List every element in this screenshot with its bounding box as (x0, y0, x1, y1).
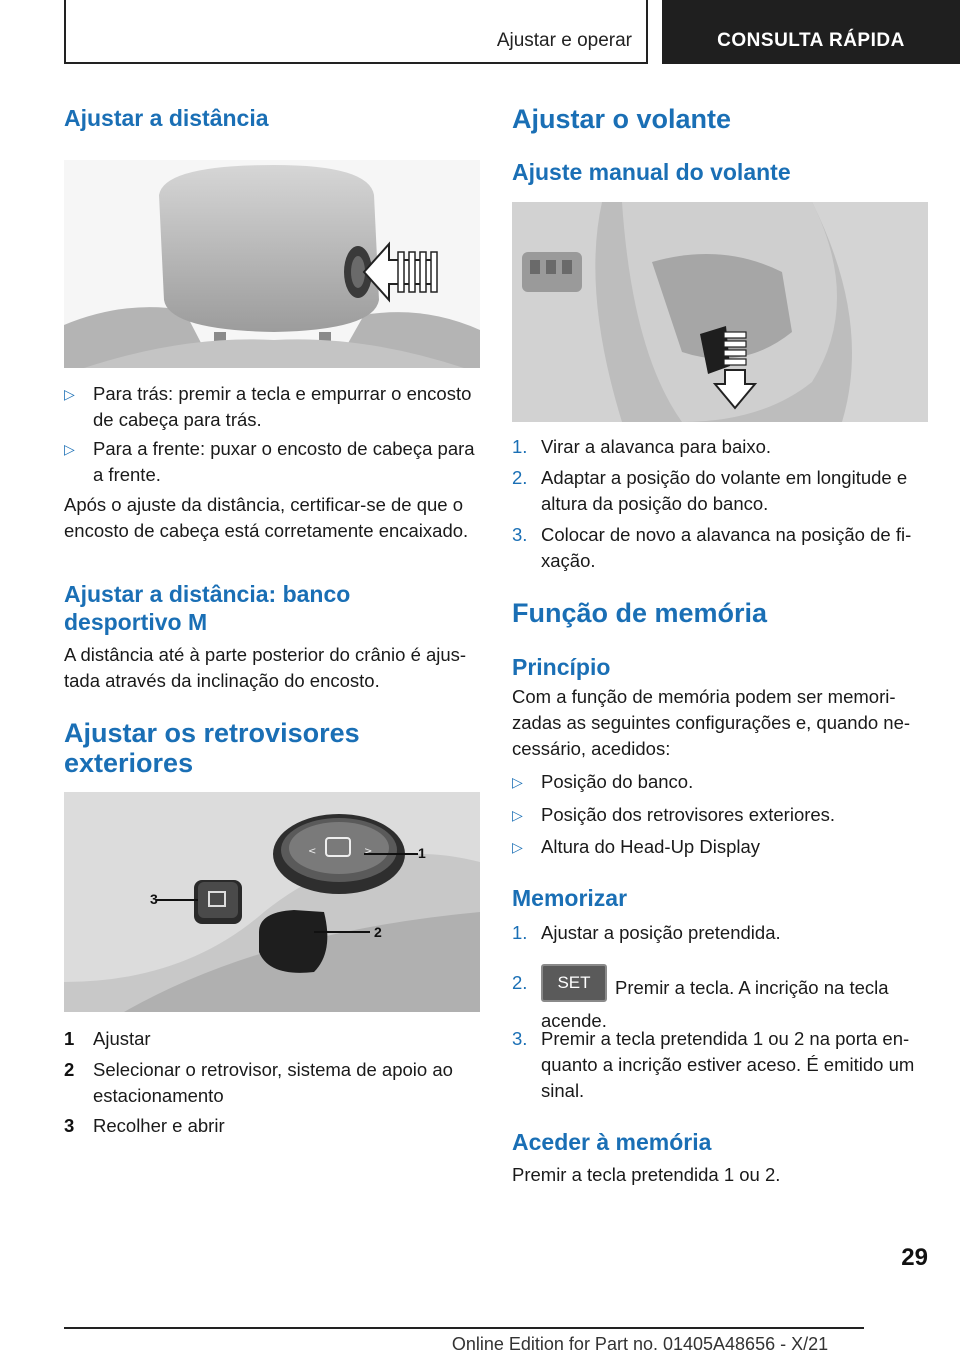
steering-column-image (512, 202, 928, 422)
list-item: ▷ Para trás: premir a tecla e empurrar o encosto de cabeça para trás. (64, 383, 472, 430)
bullet-icon: ▷ (512, 839, 523, 855)
header-section-box (64, 0, 648, 64)
step-item: 3. Colocar de novo a alavanca na posição de fi-xação. (512, 524, 912, 571)
list-item: ▷ Altura do Head-Up Display (512, 834, 928, 862)
footer-edition: Online Edition for Part no. 01405A48656 - X/21 (451, 1334, 829, 1354)
step-item: 1. Ajustar a posição pretendida. (512, 922, 781, 943)
heading-mirrors-line1: Ajustar os retrovisores (64, 718, 360, 748)
recall-paragraph: Premir a tecla pretendida 1 ou 2. (512, 1164, 781, 1185)
svg-text:>: > (364, 846, 373, 857)
heading-recall-memory: Aceder à memória (512, 1129, 712, 1155)
heading-mirrors-line2: exteriores (64, 748, 194, 778)
heading-distance-m-line1: Ajustar a distância: banco (64, 581, 351, 607)
heading-memorize: Memorizar (512, 885, 628, 911)
legend-item: 3 Recolher e abrir (64, 1115, 225, 1136)
mirror-controls-image (64, 792, 480, 1012)
headrest-image (64, 160, 480, 368)
heading-principle: Princípio (512, 654, 611, 680)
principle-paragraph: Com a função de memória podem ser memori-zadas as seguintes configurações e, quando ne-cessário, acedidos: (512, 686, 911, 759)
set-button-icon: SET (541, 964, 607, 1002)
header-chapter-box (662, 0, 960, 64)
chapter-title: CONSULTA RÁPIDA (717, 30, 905, 51)
callout-label: 3 (150, 891, 158, 907)
page-number: 29 (901, 1244, 928, 1271)
step-item: 1. Virar a alavanca para baixo. (512, 436, 772, 457)
section-title: Ajustar e operar (496, 30, 632, 51)
legend-item: 1 Ajustar (64, 1028, 151, 1049)
bullet-icon: ▷ (64, 386, 75, 402)
heading-manual-wheel: Ajuste manual do volante (512, 159, 791, 185)
footer-rule (64, 1327, 864, 1329)
heading-distance-m-line2: desportivo M (64, 609, 208, 635)
list-item: ▷ Para a frente: puxar o encosto de cabeça para a frente. (64, 438, 475, 485)
heading-adjust-wheel: Ajustar o volante (512, 104, 732, 134)
callout-label: 2 (374, 924, 382, 940)
list-item: ▷ Posição do banco. (512, 769, 928, 797)
heading-memory-function: Função de memória (512, 598, 768, 628)
step-item: 2. SET Premir a tecla. A incrição na tecla acende. (512, 970, 928, 1024)
step-item: 2. Adaptar a posição do volante em longitude e altura da posição do banco. (512, 467, 908, 514)
legend-item: 2 Selecionar o retrovisor, sistema de apoio ao estacionamento (64, 1059, 453, 1106)
list-item: ▷ Posição dos retrovisores exteriores. (512, 802, 928, 830)
distance-m-paragraph: A distância até à parte posterior do crânio é ajus-tada através da inclinação do encosto. (64, 644, 467, 691)
callout-label: 1 (418, 845, 426, 861)
heading-adjust-distance: Ajustar a distância (64, 105, 269, 131)
step-item: 3. Premir a tecla pretendida 1 ou 2 na porta en-quanto a incrição estiver aceso. É emitido um sinal. (512, 1028, 915, 1101)
bullet-icon: ▷ (512, 807, 523, 823)
distance-paragraph: Após o ajuste da distância, certificar-se de que o encosto de cabeça está corretamente encaixado. (64, 494, 469, 541)
bullet-icon: ▷ (512, 774, 523, 790)
bullet-icon: ▷ (64, 441, 75, 457)
svg-text:<: < (308, 846, 317, 857)
